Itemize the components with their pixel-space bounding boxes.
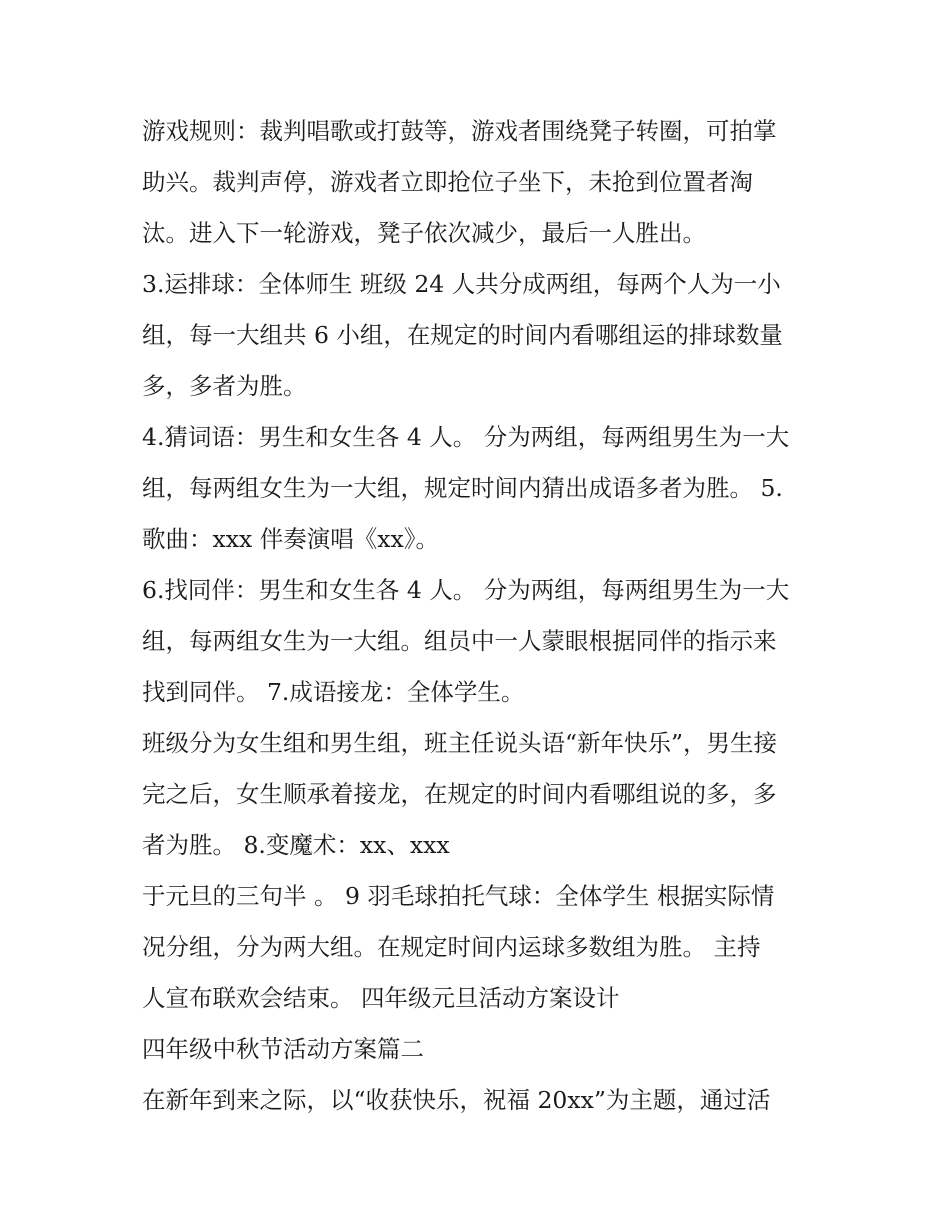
text-line: 组，每一大组共 6 小组，在规定的时间内看哪组运的排球数量 — [142, 321, 783, 349]
text-line: 4.猜词语：男生和女生各 4 人。 分为两组，每两组男生为一大 — [142, 423, 790, 451]
text-line: 在新年到来之际，以“收获快乐，祝福 20xx”为主题，通过活 — [142, 1086, 771, 1114]
text-line: 于元旦的三句半 。 9 羽毛球拍托气球：全体学生 根据实际情 — [142, 882, 775, 910]
text-line: 者为胜。 8.变魔术：xx、xxx — [142, 831, 450, 859]
text-line: 班级分为女生组和男生组，班主任说头语“新年快乐”，男生接 — [142, 729, 778, 757]
text-line: 找到同伴。 7.成语接龙：全体学生。 — [142, 678, 525, 706]
text-line: 汰。进入下一轮游戏，凳子依次减少，最后一人胜出。 — [142, 219, 706, 247]
text-line: 3.运排球：全体师生 班级 24 人共分成两组，每两个人为一小 — [142, 270, 781, 298]
document-body — [142, 106, 822, 1126]
text-line: 组，每两组女生为一大组，规定时间内猜出成语多者为胜。 5. — [142, 474, 783, 502]
text-line: 游戏规则：裁判唱歌或打鼓等，游戏者围绕凳子转圈，可拍掌 — [142, 117, 777, 145]
text-line: 人宣布联欢会结束。 四年级元旦活动方案设计 — [142, 984, 620, 1012]
text-line: 况分组，分为两大组。在规定时间内运球多数组为胜。 主持 — [142, 933, 761, 961]
text-line: 组，每两组女生为一大组。组员中一人蒙眼根据同伴的指示来 — [142, 627, 777, 655]
text-line: 助兴。裁判声停，游戏者立即抢位子坐下，未抢到位置者淘 — [142, 168, 753, 196]
text-line: 歌曲：xxx 伴奏演唱《xx》。 — [142, 525, 439, 553]
text-line: 多，多者为胜。 — [142, 372, 307, 400]
text-line: 完之后，女生顺承着接龙，在规定的时间内看哪组说的多，多 — [142, 780, 777, 808]
section-heading: 四年级中秋节活动方案篇二 — [142, 1035, 424, 1063]
text-line: 6.找同伴：男生和女生各 4 人。 分为两组，每两组男生为一大 — [142, 576, 790, 604]
